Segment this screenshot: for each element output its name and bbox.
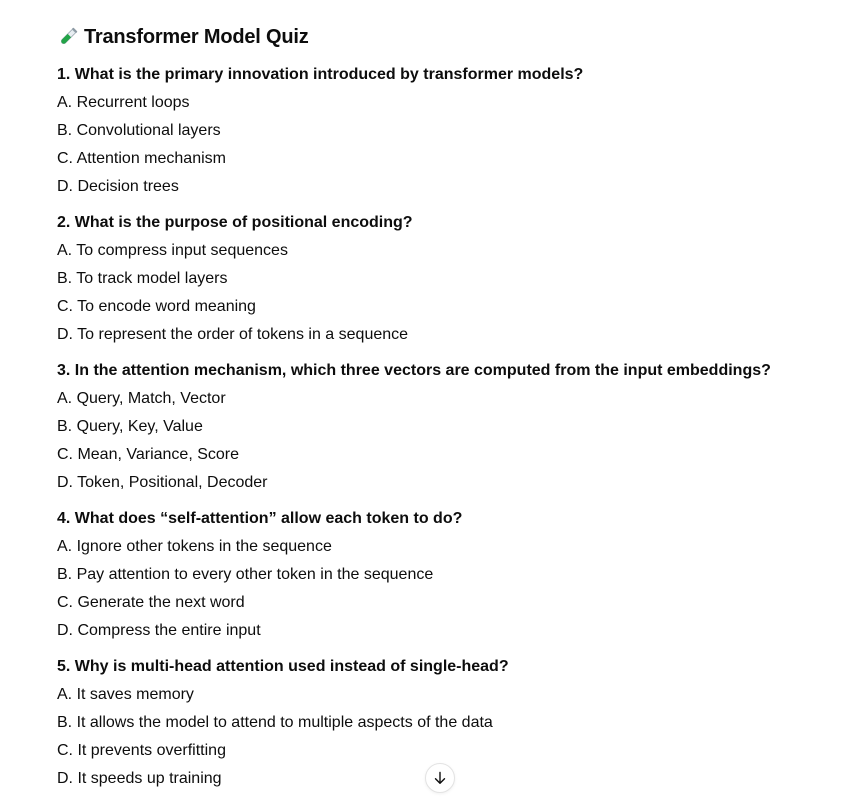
question-3	[57, 357, 837, 497]
option-d: D. To represent the order of tokens in a sequence	[57, 326, 409, 343]
option-d: D. Decision trees	[57, 178, 179, 195]
option-b: B. To track model layers	[57, 270, 228, 287]
question-2	[57, 209, 837, 349]
option-b: B. Convolutional layers	[57, 122, 221, 139]
option-c: C. Generate the next word	[57, 594, 245, 611]
option-b: B. It allows the model to attend to multiple aspects of the data	[57, 714, 493, 731]
option-a: A. Recurrent loops	[57, 94, 190, 111]
option-c: C. Attention mechanism	[57, 150, 226, 167]
option-a: A. Ignore other tokens in the sequence	[57, 538, 332, 555]
question-4	[57, 505, 837, 645]
quiz-title-row	[57, 22, 309, 52]
arrow-down-icon	[432, 770, 448, 786]
option-a: A. Query, Match, Vector	[57, 390, 226, 407]
question-text: 1. What is the primary innovation introduced by transformer models?	[57, 66, 584, 83]
question-text: 5. Why is multi-head attention used instead of single-head?	[57, 658, 509, 675]
question-text: 3. In the attention mechanism, which three vectors are computed from the input embeddings?	[57, 362, 771, 379]
option-b: B. Pay attention to every other token in the sequence	[57, 566, 434, 583]
option-a: A. It saves memory	[57, 686, 194, 703]
option-a: A. To compress input sequences	[57, 242, 288, 259]
option-d: D. Token, Positional, Decoder	[57, 474, 268, 491]
option-c: C. Mean, Variance, Score	[57, 446, 240, 463]
option-b: B. Query, Key, Value	[57, 418, 203, 435]
test-tube-icon	[57, 26, 79, 48]
option-c: C. It prevents overfitting	[57, 742, 226, 759]
page-title: Transformer Model Quiz	[84, 25, 309, 48]
question-1	[57, 61, 837, 201]
option-d: D. Compress the entire input	[57, 622, 261, 639]
question-text: 4. What does “self-attention” allow each token to do?	[57, 510, 463, 527]
option-c: C. To encode word meaning	[57, 298, 256, 315]
option-d: D. It speeds up training	[57, 770, 222, 787]
question-text: 2. What is the purpose of positional encoding?	[57, 214, 413, 231]
scroll-to-bottom-button[interactable]	[425, 763, 455, 793]
